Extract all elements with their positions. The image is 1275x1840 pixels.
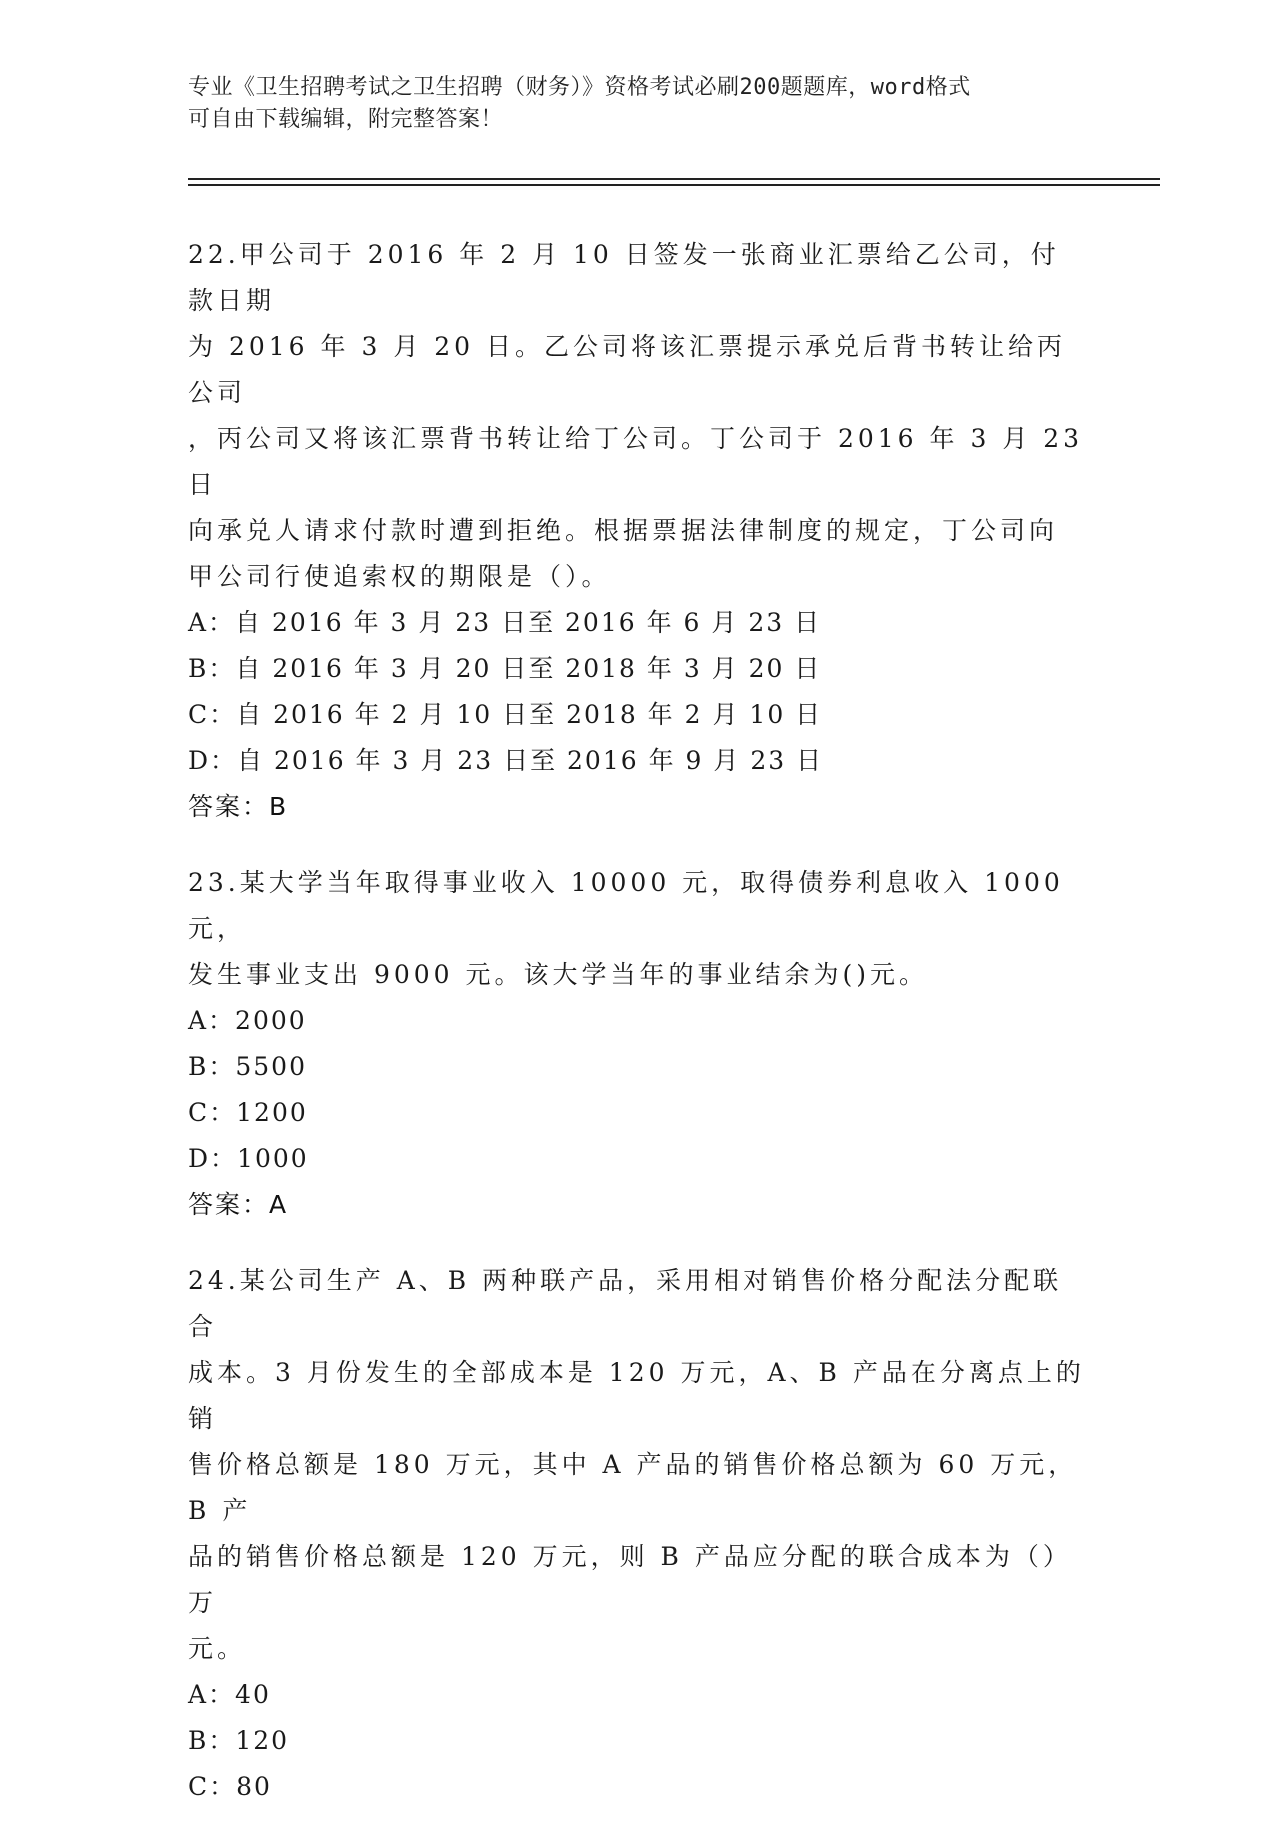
option-d: D：自 2016 年 3 月 23 日至 2016 年 9 月 23 日 <box>188 746 824 775</box>
header-divider-bottom <box>188 184 1160 186</box>
question-stem-line: 甲公司行使追索权的期限是（）。 <box>188 562 611 591</box>
option-b: B：自 2016 年 3 月 20 日至 2018 年 3 月 20 日 <box>188 654 822 683</box>
header-line-2: 可自由下载编辑，附完整答案！ <box>188 107 504 132</box>
question-stem-line: 发生事业支出 9000 元。该大学当年的事业结余为()元。 <box>188 960 929 989</box>
answer-label: 答案：B <box>188 792 289 821</box>
option-a: A：40 <box>188 1680 271 1709</box>
option-c: C：1200 <box>188 1098 308 1127</box>
question-stem-line: 成本。3 月份发生的全部成本是 120 万元，A、B 产品在分离点上的销 <box>188 1358 1085 1433</box>
question-stem-line: 为 2016 年 3 月 20 日。乙公司将该汇票提示承兑后背书转让给丙公司 <box>188 332 1067 407</box>
question-stem-line: 22.甲公司于 2016 年 2 月 10 日签发一张商业汇票给乙公司，付款日期 <box>188 240 1060 315</box>
option-a: A：自 2016 年 3 月 23 日至 2016 年 6 月 23 日 <box>188 608 822 637</box>
question-stem-line: 24.某公司生产 A、B 两种联产品，采用相对销售价格分配法分配联合 <box>188 1266 1063 1341</box>
question-list <box>188 232 1088 1840</box>
question-stem-line: 向承兑人请求付款时遭到拒绝。根据票据法律制度的规定，丁公司向 <box>188 516 1059 545</box>
option-b: B：120 <box>188 1726 290 1755</box>
question-stem-line: 23.某大学当年取得事业收入 10000 元，取得债券利息收入 1000 元， <box>188 868 1064 943</box>
option-c: C：80 <box>188 1772 272 1801</box>
header-line-1: 专业《卫生招聘考试之卫生招聘（财务）》资格考试必刷200题题库，word格式 <box>188 75 971 100</box>
question-22 <box>188 232 1088 830</box>
document-header <box>188 72 1068 136</box>
question-stem-line: 品的销售价格总额是 120 万元，则 B 产品应分配的联合成本为（）万 <box>188 1542 1072 1617</box>
question-stem-line: 售价格总额是 180 万元，其中 A 产品的销售价格总额为 60 万元，B 产 <box>188 1450 1078 1525</box>
question-stem-line: ，丙公司又将该汇票背书转让给丁公司。丁公司于 2016 年 3 月 23 日 <box>188 424 1084 499</box>
option-a: A：2000 <box>188 1006 307 1035</box>
option-c: C：自 2016 年 2 月 10 日至 2018 年 2 月 10 日 <box>188 700 823 729</box>
question-24 <box>188 1258 1088 1810</box>
option-b: B：5500 <box>188 1052 307 1081</box>
question-stem-line: 元。 <box>188 1634 247 1663</box>
header-divider-top <box>188 178 1160 180</box>
option-d: D：1000 <box>188 1144 309 1173</box>
answer-label: 答案：A <box>188 1190 289 1219</box>
question-23 <box>188 860 1088 1228</box>
